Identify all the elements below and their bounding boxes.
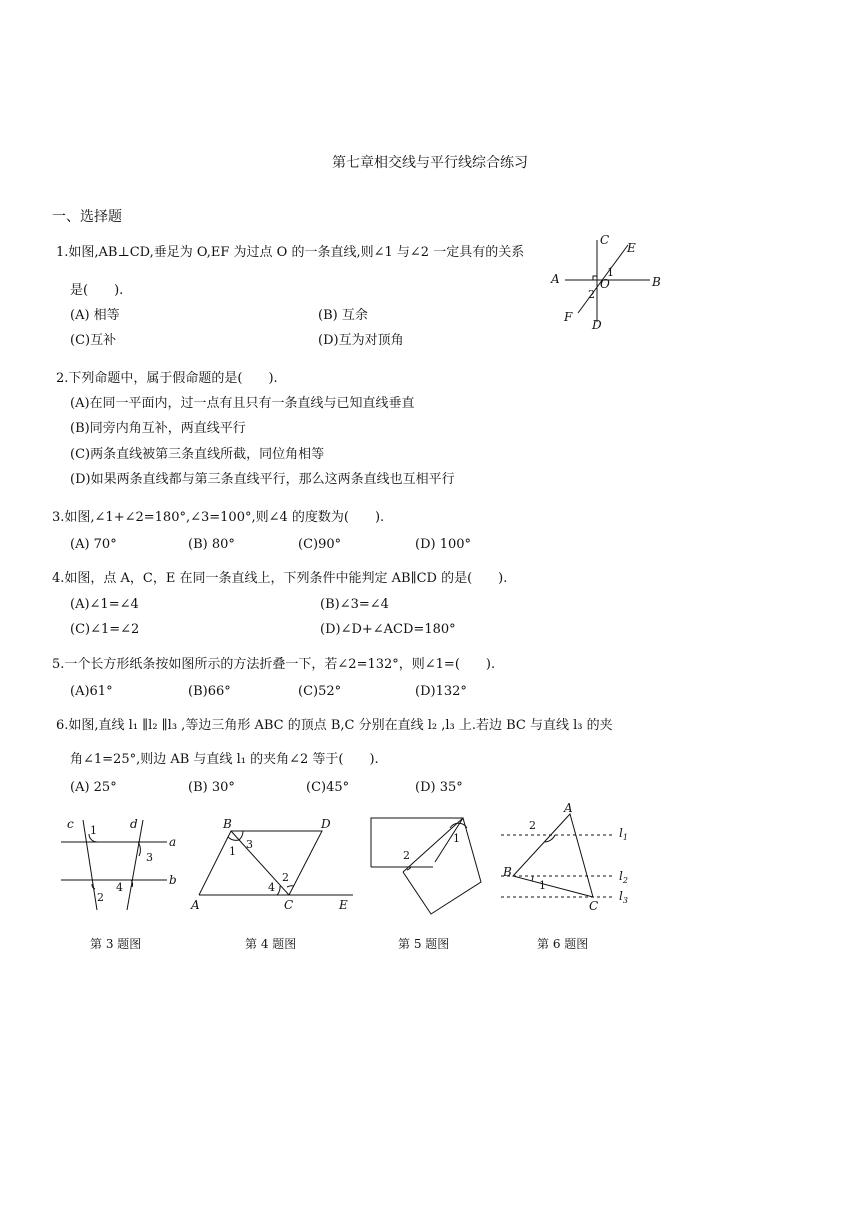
q1-option-b: (B) 互余 xyxy=(318,308,368,323)
fig6-angle-2: 2 xyxy=(529,819,536,832)
fig3-angle-2: 2 xyxy=(97,891,104,904)
q6-stem-line2: 角∠1=25°,则边 AB 与直线 l₁ 的夹角∠2 等于( ). xyxy=(70,752,379,767)
q5-option-c: (C)52° xyxy=(298,684,342,699)
q3-option-d: (D) 100° xyxy=(415,537,472,552)
q5-option-d: (D)132° xyxy=(415,684,467,699)
q2-option-a: (A)在同一平面内，过一点有且只有一条直线与已知直线垂直 xyxy=(70,396,415,411)
fig6-angle-1: 1 xyxy=(539,879,546,892)
q1-stem-line1: 1.如图,AB⊥CD,垂足为 O,EF 为过点 O 的一条直线,则∠1 与∠2 一定具有的关系 xyxy=(56,245,525,260)
fig6-label-c: C xyxy=(589,899,599,913)
fig1-label-e: E xyxy=(627,241,636,255)
q5-option-b: (B)66° xyxy=(188,684,231,699)
fig1-label-a: A xyxy=(551,272,560,286)
fig6-caption: 第 6 题图 xyxy=(537,937,589,951)
fig3-angle-3: 3 xyxy=(146,851,153,864)
q4-option-d: (D)∠D+∠ACD=180° xyxy=(320,622,456,637)
fig4-angle-1: 1 xyxy=(229,845,236,858)
q6-stem-line1: 6.如图,直线 l₁ ∥l₂ ∥l₃ ,等边三角形 ABC 的顶点 B,C 分别在直线 l₂ ,l₃ 上.若边 BC 与直线 l₃ 的夹 xyxy=(56,718,613,733)
fig1-label-b: B xyxy=(652,275,661,289)
fig4-angle-4: 4 xyxy=(268,881,275,894)
q3-option-c: (C)90° xyxy=(298,537,342,552)
q2-stem: 2.下列命题中，属于假命题的是( ). xyxy=(56,371,278,386)
q2-option-b: (B)同旁内角互补，两直线平行 xyxy=(70,421,246,436)
q3-stem: 3.如图,∠1+∠2=180°,∠3=100°,则∠4 的度数为( ). xyxy=(52,510,385,525)
fig1-label-c: C xyxy=(600,233,610,247)
q4-option-a: (A)∠1=∠4 xyxy=(70,597,139,612)
fig5-angle-2: 2 xyxy=(403,849,410,862)
fig6-label-l1: $l_1$ xyxy=(619,826,628,842)
q6-option-d: (D) 35° xyxy=(415,780,463,795)
q6-option-c: (C)45° xyxy=(306,780,350,795)
fig3-label-c: c xyxy=(67,817,74,831)
q1-option-c: (C)互补 xyxy=(70,333,117,348)
fig1-label-o: O xyxy=(600,277,610,291)
fig3-label-b: b xyxy=(169,873,177,887)
fig6-figure xyxy=(495,800,645,915)
q3-option-b: (B) 80° xyxy=(188,537,235,552)
fig6-label-a: A xyxy=(564,801,573,815)
q1-stem-line2: 是( ). xyxy=(70,283,124,298)
fig5-caption: 第 5 题图 xyxy=(398,937,450,951)
fig4-label-e: E xyxy=(339,898,348,912)
fig4-label-b: B xyxy=(223,817,232,831)
fig4-figure xyxy=(185,815,360,915)
fig6-label-b: B xyxy=(503,865,512,879)
q5-option-a: (A)61° xyxy=(70,684,113,699)
q4-stem: 4.如图，点 A，C，E 在同一条直线上，下列条件中能判定 AB∥CD 的是( ). xyxy=(52,571,508,586)
fig4-label-a: A xyxy=(191,898,200,912)
fig4-label-d: D xyxy=(321,817,331,831)
q4-option-c: (C)∠1=∠2 xyxy=(70,622,140,637)
fig6-label-l2: $l_2$ xyxy=(619,869,628,885)
q1-figure xyxy=(540,230,670,335)
fig5-angle-1: 1 xyxy=(453,832,460,845)
q5-stem: 5.一个长方形纸条按如图所示的方法折叠一下，若∠2=132°，则∠1=( ). xyxy=(52,657,496,672)
page-title: 第七章相交线与平行线综合练习 xyxy=(332,155,528,171)
section-heading: 一、选择题 xyxy=(52,209,122,225)
fig1-angle-2: 2 xyxy=(588,288,595,301)
fig3-label-d: d xyxy=(130,817,138,831)
q1-option-a: (A) 相等 xyxy=(70,308,120,323)
q6-option-a: (A) 25° xyxy=(70,780,117,795)
fig6-label-l3: $l_3$ xyxy=(619,889,628,905)
q2-option-c: (C)两条直线被第三条直线所截，同位角相等 xyxy=(70,447,325,462)
fig3-angle-4: 4 xyxy=(116,881,123,894)
fig4-angle-3: 3 xyxy=(246,838,253,851)
fig1-label-d: D xyxy=(592,318,602,332)
fig1-angle-1: 1 xyxy=(607,266,614,279)
q3-option-a: (A) 70° xyxy=(70,537,117,552)
q4-option-b: (B)∠3=∠4 xyxy=(320,597,389,612)
q1-option-d: (D)互为对顶角 xyxy=(318,333,404,348)
q6-option-b: (B) 30° xyxy=(188,780,235,795)
fig3-angle-1: 1 xyxy=(90,824,97,837)
fig4-angle-2: 2 xyxy=(282,871,289,884)
fig3-figure xyxy=(55,812,185,912)
fig3-label-a: a xyxy=(169,835,177,849)
q2-option-d: (D)如果两条直线都与第三条直线平行，那么这两条直线也互相平行 xyxy=(70,472,455,487)
fig3-caption: 第 3 题图 xyxy=(90,937,142,951)
fig5-figure xyxy=(363,812,493,917)
fig4-caption: 第 4 题图 xyxy=(245,937,297,951)
fig4-label-c: C xyxy=(284,898,294,912)
fig1-label-f: F xyxy=(564,310,573,324)
